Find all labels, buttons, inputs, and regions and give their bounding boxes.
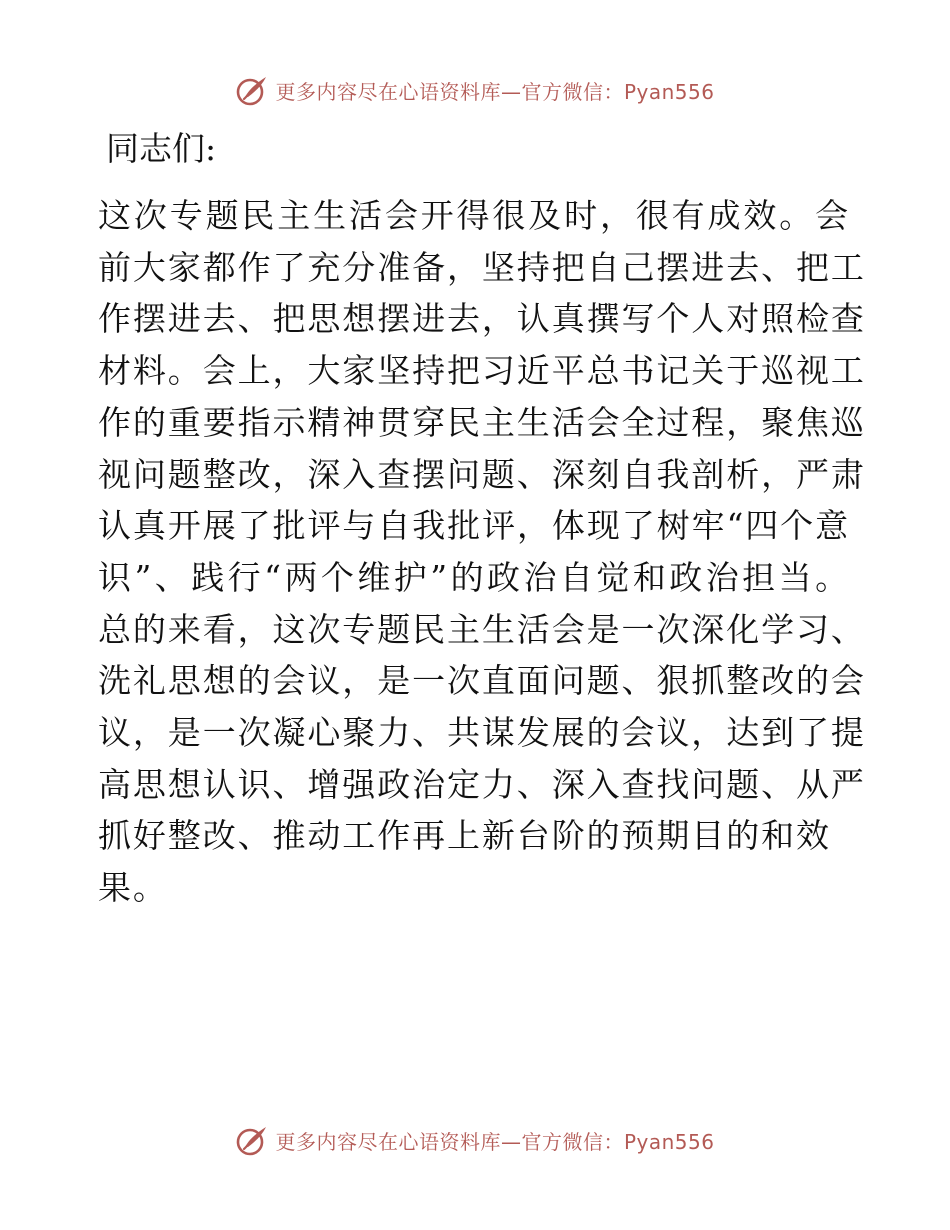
footer-watermark-text: 更多内容尽在心语资料库—官方微信：Pyan556 <box>275 1129 715 1154</box>
text-line: 果。 <box>98 868 168 908</box>
text-line: 前大家都作了充分准备，坚持把自己摆进去、把工 <box>98 247 866 287</box>
text-line: 材料。会上，大家坚持把习近平总书记关于巡视工 <box>98 351 866 391</box>
text-line: 议，是一次凝心聚力、共谋发展的会议，达到了提 <box>98 713 866 753</box>
header-watermark <box>0 70 950 110</box>
text-line: 作的重要指示精神贯穿民主生活会全过程，聚焦巡 <box>98 402 866 442</box>
text-line: 总的来看，这次专题民主生活会是一次深化学习、 <box>98 609 866 649</box>
footer-watermark <box>0 1120 950 1160</box>
text-line: 认真开展了批评与自我批评，体现了树牢“四个意 <box>98 506 850 546</box>
text-line: 这次专题民主生活会开得很及时，很有成效。会 <box>98 196 850 235</box>
text-line: 洗礼思想的会议，是一次直面问题、狠抓整改的会 <box>98 661 866 701</box>
quill-logo-icon <box>235 1123 269 1157</box>
text-line: 高思想认识、增强政治定力、深入查找问题、从严 <box>98 764 866 804</box>
text-line: 抓好整改、推动工作再上新台阶的预期目的和效 <box>98 816 831 856</box>
text-line: 视问题整改，深入查摆问题、深刻自我剖析，严肃 <box>98 454 866 494</box>
text-line: 识”、践行“两个维护”的政治自觉和政治担当。 <box>98 557 850 597</box>
document-body <box>98 124 866 914</box>
salutation: 同志们: <box>106 129 217 168</box>
text-line: 作摆进去、把思想摆进去，认真撰写个人对照检查 <box>98 299 866 339</box>
body-paragraph <box>98 190 866 914</box>
quill-logo-icon <box>235 73 269 107</box>
header-watermark-text: 更多内容尽在心语资料库—官方微信：Pyan556 <box>275 79 715 104</box>
